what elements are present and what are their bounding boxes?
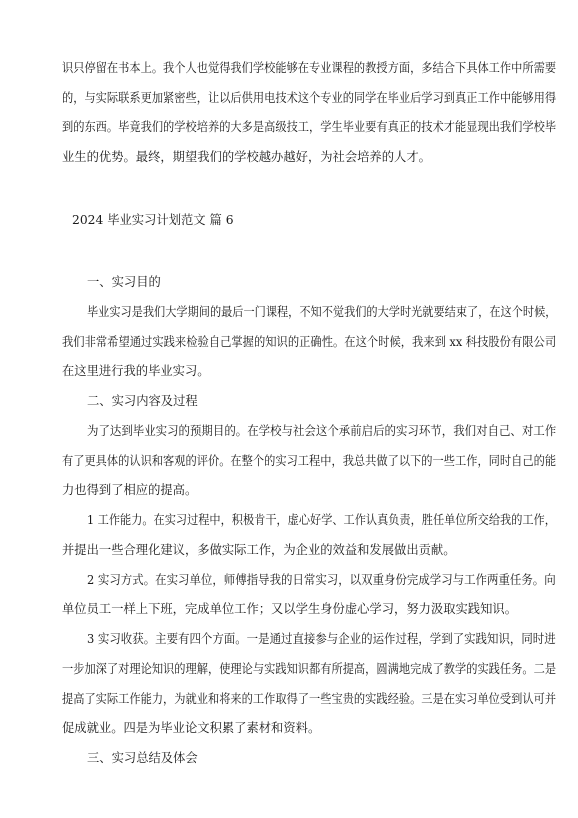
body-line: 单位员工一样上下班，完成单位工作；又以学生身份虚心学习，努力汲取实践知识。 — [62, 602, 517, 616]
body-line: 识只停留在书本上。我个人也觉得我们学校能够在专业课程的教授方面，多结合下具体工作中所需要 — [62, 61, 557, 75]
body-line: 为了达到毕业实习的预期目的。在学校与社会这个承前启后的实习环节，我们对自己、对工作 — [87, 424, 557, 438]
subheading-content: 二、实习内容及过程 — [87, 394, 198, 408]
body-line: 并提出一些合理化建议，多做实际工作，为企业的效益和发展做出贡献。 — [62, 543, 456, 557]
body-line: 业生的优势。最终，期望我们的学校越办越好，为社会培养的人才。 — [62, 150, 431, 164]
body-line: 有了更具体的认识和客观的评价。在整个的实习工程中，我总共做了以下的一些工作，同时自己的能 — [62, 454, 557, 468]
body-line: 到的东西。毕竟我们的学校培养的大多是高级技工，学生毕业要有真正的技术才能显现出我们学校毕 — [62, 120, 557, 134]
body-line: 力也得到了相应的提高。 — [62, 483, 198, 497]
body-line: 提高了实际工作能力，为就业和将来的工作取得了一些宝贵的实践经验。三是在实习单位受到认可并 — [62, 692, 557, 706]
body-line: 我们非常希望通过实践来检验自己掌握的知识的正确性。在这个时候，我来到 xx 科技股份有限公司 — [62, 335, 557, 349]
body-line: 一步加深了对理论知识的理解，使理论与实践知识都有所提高，圆满地完成了教学的实践任务。二是 — [62, 662, 557, 676]
body-line: 毕业实习是我们大学期间的最后一门课程，不知不觉我们的大学时光就要结束了，在这个时候， — [87, 305, 557, 319]
section-heading: 2024 毕业实习计划范文 篇 6 — [72, 213, 234, 227]
body-line: 的，与实际联系更加紧密些，让以后供用电技术这个专业的同学在毕业后学习到真正工作中能够用得 — [62, 91, 557, 105]
body-line: 1 工作能力。在实习过程中，积极肯干，虚心好学、工作认真负责，胜任单位所交给我的工作， — [87, 513, 556, 527]
body-line: 3 实习收获。主要有四个方面。一是通过直接参与企业的运作过程，学到了实践知识，同时进 — [87, 632, 556, 646]
body-line: 在这里进行我的毕业实习。 — [62, 364, 210, 378]
body-line: 促成就业。四是为毕业论文积累了素材和资料。 — [62, 721, 321, 735]
body-line: 2 实习方式。在实习单位，师傅指导我的日常实习，以双重身份完成学习与工作两重任务。向 — [87, 573, 556, 587]
subheading-summary: 三、实习总结及体会 — [87, 751, 198, 765]
subheading-purpose: 一、实习目的 — [87, 275, 161, 289]
